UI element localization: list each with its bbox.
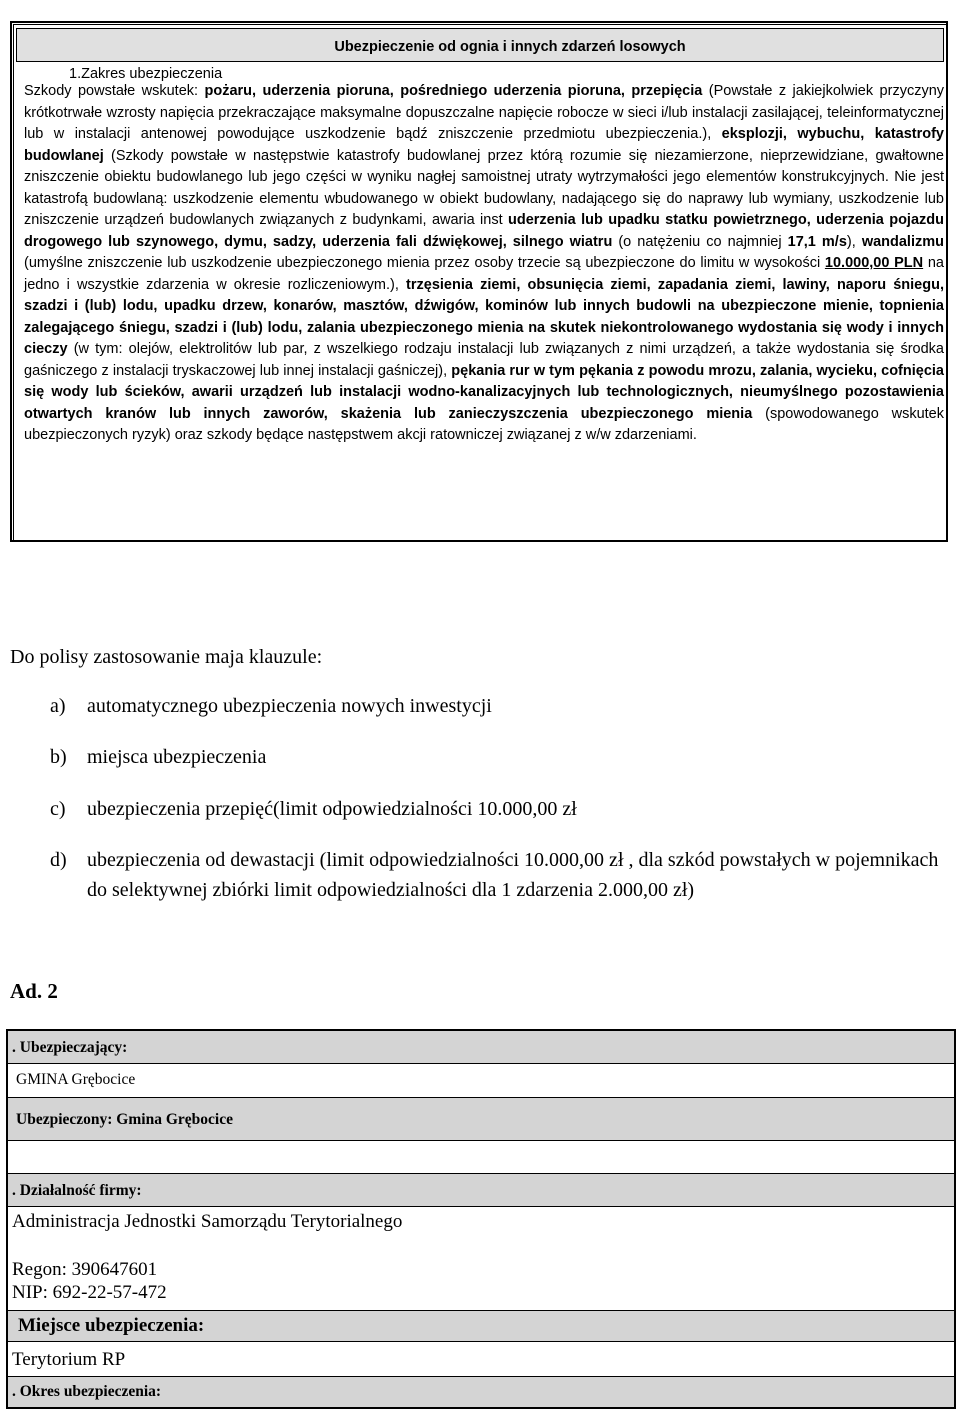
- miejsce-value: Terytorium RP: [12, 1349, 126, 1370]
- row-dzialalnosc-label: [8, 1174, 954, 1207]
- okres-label: . Okres ubezpieczenia:: [12, 1383, 162, 1400]
- nip-value: NIP: 692-22-57-472: [12, 1282, 167, 1303]
- clause-text: ubezpieczenia od dewastacji (limit odpowiedzialności 10.000,00 zł , dla szkód powstałych w pojemnikach do selektywnej zbiórki limit odpowiedzialności dla 1 zdarzenia 2.000,00 zł): [87, 849, 939, 901]
- row-ubezpieczajacy-value: [8, 1064, 954, 1098]
- dzialalnosc-value: Administracja Jednostki Samorządu Terytorialnego: [12, 1211, 403, 1232]
- ubezpieczony-label: Ubezpieczony: Gmina Grębocice: [16, 1111, 233, 1128]
- row-ubezpieczajacy-label: [8, 1031, 954, 1064]
- dzialalnosc-label: . Działalność firmy:: [12, 1182, 142, 1199]
- insurance-scope-box: [10, 21, 948, 542]
- scope-paragraph: Szkody powstałe wskutek: pożaru, uderzenia pioruna, pośredniego uderzenia pioruna, przepięcia (Powstałe z jakiejkolwiek przyczyny krótkotrwałe wzrosty napięcia przekraczające maksymalne dopuszczalne napięcie robocze w sieci i/lub instalacji zasilającej, teleinformatycznej lub w instalacji antenowej powodujące uszkodzenie bądź zniszczenie przedmiotu ubezpieczenia.), eksplozji, wybuchu, katastrofy budowlanej (Szkody powstałe w następstwie katastrofy budowlanej przez którą rozumie się niezamierzone, nieprzewidziane, gwałtowne zniszczenie obiektu budowlanego lub jego części w wyniku nagłej samoistnej utraty wytrzymałości jego elementów konstrukcyjnych. Nie jest katastrofą budowlaną: uszkodzenie elementu wbudowanego w obiekt budowlany, nadającego się do naprawy lub wymiany, uszkodzenie lub zniszczenie urządzeń budowlanych związanych z budynkami, awaria inst uderzenia lub upadku statku powietrznego, uderzenia pojazdu drogowego lub szynowego, dymu, sadzy, uderzenia fali dźwiękowej, silnego wiatru (o natężeniu co najmniej 17,1 m/s), wandalizmu (umyślne zniszczenie lub uszkodzenie ubezpieczonego mienia przez osoby trzecie są ubezpieczone do limitu w wysokości 10.000,00 PLN na jedno i wszystkie zdarzenia w okresie rozliczeniowym.), trzęsienia ziemi, obsunięcia ziemi, zapadania ziemi, lawiny, naporu śniegu, szadzi i (lub) lodu, upadku drzew, konarów, masztów, dźwigów, kominów lub innych budowli na ubezpieczone mienie, topnienia zalegającego śniegu, szadzi i (lub) lodu, zalania ubezpieczonego mienia na skutek niekontrolowanego wydostania się wody i innych cieczy (w tym: olejów, elektrolitów lub par, z wszelkiego rodzaju instalacji lub związanych z nimi urządzeń, a także wydostania się środka gaśniczego z instalacji tryskaczowej lub innej instalacji gaśniczej), pękania rur w tym pękania z powodu mrozu, zalania, wycieku, cofnięcia się wody lub ścieków, awarii urządzeń lub instalacji wodno-kanalizacyjnych lub technologicznych, nieumyślnego pozostawienia otwartych kranów lub innych zaworów, skażenia lub zanieczyszczenia ubezpieczonego mienia (spowodowanego wskutek ubezpieczonych ryzyk) oraz szkody będące następstwem akcji ratowniczej związanej z w/w zdarzeniami.: [24, 83, 945, 443]
- row-empty: [8, 1141, 954, 1174]
- clause-text: miejsca ubezpieczenia: [87, 746, 267, 768]
- section-title: [16, 28, 944, 62]
- clause-letter: a): [50, 695, 66, 717]
- row-miejsce-label: [8, 1311, 954, 1342]
- row-miejsce-value: [8, 1342, 954, 1377]
- clause-letter: d): [50, 849, 67, 871]
- row-ubezpieczony: [8, 1098, 954, 1141]
- ubezpieczajacy-label: . Ubezpieczający:: [12, 1039, 128, 1056]
- clauses-intro: Do polisy zastosowanie maja klauzule:: [10, 646, 323, 668]
- insurance-scope-inner: [13, 24, 947, 541]
- insured-details-table: [6, 1029, 956, 1409]
- ad2-heading: Ad. 2: [10, 979, 58, 1003]
- clause-letter: c): [50, 798, 66, 820]
- row-dzialalnosc-value: [8, 1207, 954, 1311]
- miejsce-label: Miejsce ubezpieczenia:: [18, 1315, 205, 1336]
- regon-value: Regon: 390647601: [12, 1259, 158, 1280]
- scope-heading: 1.Zakres ubezpieczenia: [69, 66, 223, 82]
- clause-text: automatycznego ubezpieczenia nowych inwestycji: [87, 695, 492, 717]
- row-okres-label: [8, 1377, 954, 1407]
- section-title-text: Ubezpieczenie od ognia i innych zdarzeń losowych: [334, 39, 686, 55]
- clause-letter: b): [50, 746, 67, 768]
- ubezpieczajacy-value: GMINA Grębocice: [16, 1071, 136, 1088]
- clause-text: ubezpieczenia przepięć(limit odpowiedzialności 10.000,00 zł: [87, 798, 577, 820]
